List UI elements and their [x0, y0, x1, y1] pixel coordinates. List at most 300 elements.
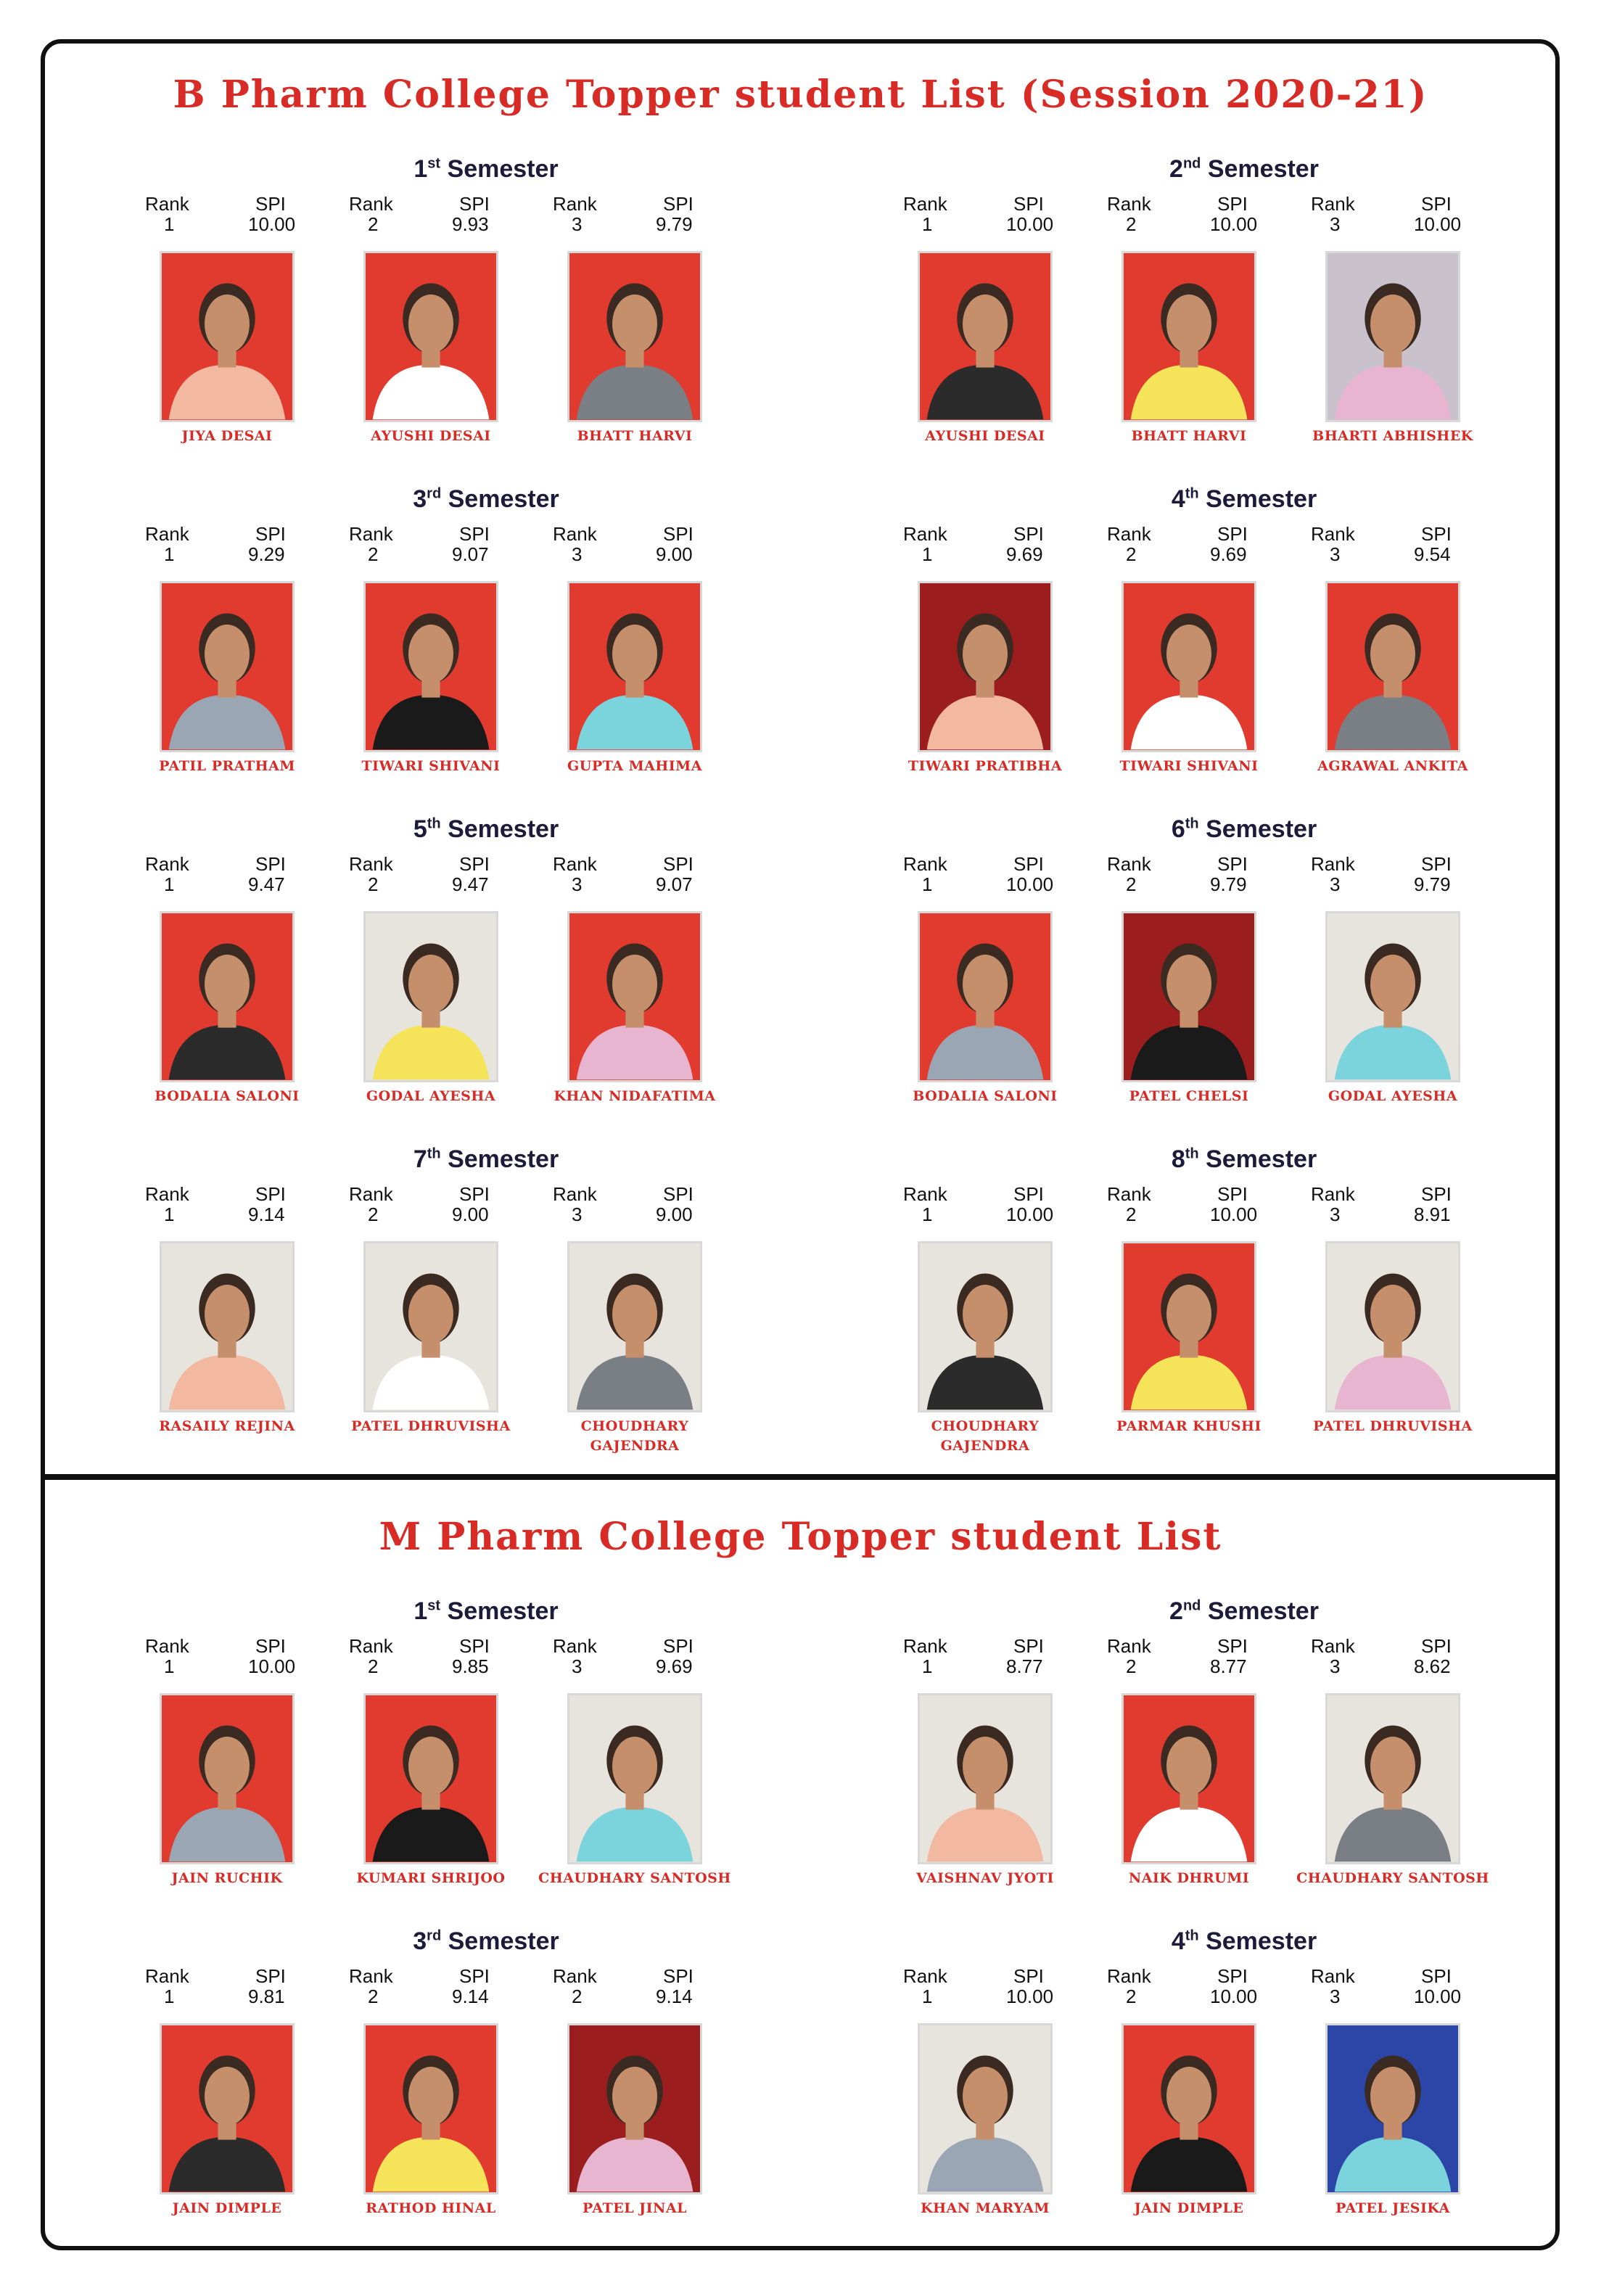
- semester-number: 4: [1171, 485, 1185, 513]
- rank-label: Rank: [349, 193, 393, 215]
- rank-value: 1: [922, 1655, 933, 1677]
- student-card: [553, 1183, 741, 1454]
- student-name: PATIL PRATHAM: [159, 758, 295, 774]
- spi-value: 9.00: [452, 1203, 489, 1225]
- rank-value: 3: [572, 1203, 583, 1225]
- rank-label: Rank: [553, 1635, 597, 1657]
- student-photo: [363, 251, 498, 422]
- student-name: CHAUDHARY SANTOSH: [538, 1870, 731, 1886]
- student-name: PATEL JINAL: [582, 2200, 688, 2216]
- student-name: TIWARI SHIVANI: [361, 758, 501, 774]
- spi-value: 9.07: [656, 873, 693, 895]
- spi-value: 10.00: [1210, 1203, 1258, 1225]
- rank-label: Rank: [1107, 523, 1151, 545]
- student-card: [349, 193, 538, 444]
- student-card: [1311, 193, 1499, 444]
- semester-number: 3: [413, 485, 427, 513]
- spi-value: 9.00: [656, 543, 693, 565]
- rank-value: 3: [1330, 1203, 1341, 1225]
- student-name: BODALIA SALONI: [155, 1088, 300, 1104]
- spi-value: 9.14: [452, 1986, 489, 2007]
- spi-value: 10.00: [1006, 213, 1054, 235]
- student-photo: [918, 911, 1053, 1082]
- semester-suffix: th: [427, 815, 441, 832]
- rank-spi-header: [553, 523, 741, 564]
- spi-label: SPI: [663, 1183, 694, 1205]
- spi-value: 10.00: [1414, 213, 1462, 235]
- student-photo: [567, 1693, 702, 1864]
- spi-value: 10.00: [1210, 213, 1258, 235]
- semester-heading: [903, 1145, 1585, 1174]
- student-photo: [1325, 2023, 1460, 2194]
- rank-label: Rank: [1107, 853, 1151, 875]
- student-name: AGRAWAL ANKITA: [1317, 758, 1468, 774]
- semester-label: Semester: [447, 155, 559, 183]
- rank-spi-header: [349, 1965, 538, 2006]
- student-card: [553, 523, 741, 774]
- rank-value: 3: [1330, 543, 1341, 565]
- student-photo: [160, 1693, 295, 1864]
- semester-number: 2: [1169, 1597, 1183, 1625]
- spi-label: SPI: [255, 193, 286, 215]
- rank-label: Rank: [1311, 1965, 1355, 1987]
- rank-label: Rank: [349, 523, 393, 545]
- rank-label: Rank: [553, 193, 597, 215]
- rank-value: 2: [1126, 1986, 1137, 2007]
- spi-label: SPI: [1013, 1965, 1044, 1987]
- student-photo: [1121, 1241, 1256, 1412]
- bpharm-title: B Pharm College Topper student List (Session 2020-21): [173, 73, 1428, 117]
- rank-spi-header: [553, 193, 741, 234]
- rank-value: 2: [368, 213, 379, 235]
- rank-label: Rank: [903, 193, 947, 215]
- semester-heading: [903, 815, 1585, 844]
- rank-value: 2: [368, 543, 379, 565]
- student-photo: [363, 581, 498, 752]
- student-photo: [918, 251, 1053, 422]
- rank-value: 3: [1330, 1986, 1341, 2007]
- semester-number: 3: [413, 1927, 427, 1955]
- rank-label: Rank: [553, 853, 597, 875]
- spi-label: SPI: [1013, 193, 1044, 215]
- student-name: KHAN MARYAM: [921, 2200, 1050, 2216]
- rank-label: Rank: [1311, 523, 1355, 545]
- semester-number: 5: [413, 815, 427, 843]
- semester-label: Semester: [447, 1597, 559, 1625]
- student-card: [1107, 523, 1296, 774]
- student-name: CHOUDHARY GAJENDRA: [580, 1418, 689, 1454]
- student-photo: [918, 581, 1053, 752]
- spi-label: SPI: [663, 193, 694, 215]
- spi-label: SPI: [1217, 523, 1248, 545]
- student-photo: [567, 2023, 702, 2194]
- student-card: [903, 193, 1092, 444]
- semester-number: 4: [1171, 1927, 1185, 1955]
- rank-label: Rank: [1107, 1635, 1151, 1657]
- rank-value: 2: [1126, 1203, 1137, 1225]
- rank-label: Rank: [1107, 1183, 1151, 1205]
- spi-label: SPI: [1217, 1965, 1248, 1987]
- rank-label: Rank: [903, 1183, 947, 1205]
- student-card: [1107, 853, 1296, 1104]
- semester-label: Semester: [448, 1927, 559, 1955]
- rank-value: 1: [922, 873, 933, 895]
- student-card: [1311, 1183, 1499, 1434]
- rank-label: Rank: [145, 1183, 189, 1205]
- spi-label: SPI: [459, 193, 490, 215]
- student-photo: [918, 1241, 1053, 1412]
- rank-spi-header: [1311, 853, 1499, 894]
- semester-number: 2: [1169, 155, 1183, 183]
- rank-label: Rank: [553, 1183, 597, 1205]
- student-photo: [363, 2023, 498, 2194]
- rank-spi-header: [1107, 523, 1296, 564]
- spi-value: 10.00: [1006, 1986, 1054, 2007]
- student-card: [553, 1965, 741, 2216]
- spi-value: 10.00: [248, 1655, 296, 1677]
- spi-label: SPI: [663, 1965, 694, 1987]
- spi-label: SPI: [1421, 523, 1452, 545]
- semester-number: 8: [1171, 1145, 1185, 1173]
- student-card: [145, 1965, 334, 2216]
- student-name: PARMAR KHUSHI: [1116, 1418, 1262, 1434]
- student-card: [1107, 1965, 1296, 2216]
- semester-suffix: st: [427, 155, 441, 172]
- mpharm-title: M Pharm College Topper student List: [379, 1515, 1222, 1559]
- rank-spi-header: [349, 1635, 538, 1676]
- spi-value: 9.14: [656, 1986, 693, 2007]
- student-name: BODALIA SALONI: [913, 1088, 1058, 1104]
- rank-spi-header: [903, 1965, 1092, 2006]
- rank-label: Rank: [1311, 1183, 1355, 1205]
- rank-spi-header: [145, 523, 334, 564]
- student-card: [349, 1635, 538, 1886]
- semester-label: Semester: [1206, 1927, 1317, 1955]
- student-name: GUPTA MAHIMA: [567, 758, 702, 774]
- rank-spi-header: [1107, 1635, 1296, 1676]
- rank-value: 2: [368, 1986, 379, 2007]
- rank-spi-header: [145, 1965, 334, 2006]
- student-photo: [918, 1693, 1053, 1864]
- rank-label: Rank: [349, 1965, 393, 1987]
- spi-label: SPI: [255, 523, 286, 545]
- student-photo: [1325, 1241, 1460, 1412]
- rank-value: 1: [922, 1203, 933, 1225]
- student-photo: [567, 251, 702, 422]
- spi-value: 9.81: [248, 1986, 285, 2007]
- rank-spi-header: [1107, 1183, 1296, 1224]
- rank-spi-header: [349, 523, 538, 564]
- rank-value: 1: [164, 873, 175, 895]
- student-photo: [363, 1693, 498, 1864]
- rank-value: 3: [572, 1655, 583, 1677]
- student-card: [1296, 1635, 1499, 1886]
- rank-label: Rank: [1311, 1635, 1355, 1657]
- spi-label: SPI: [459, 1635, 490, 1657]
- rank-spi-header: [553, 1635, 741, 1676]
- spi-label: SPI: [459, 523, 490, 545]
- spi-label: SPI: [255, 1965, 286, 1987]
- student-name: VAISHNAV JYOTI: [916, 1870, 1054, 1886]
- spi-value: 10.00: [1210, 1986, 1258, 2007]
- spi-value: 10.00: [1006, 1203, 1054, 1225]
- spi-label: SPI: [459, 853, 490, 875]
- student-card: [1311, 1965, 1499, 2216]
- spi-label: SPI: [1421, 1635, 1452, 1657]
- spi-value: 8.91: [1414, 1203, 1451, 1225]
- student-photo: [1121, 1693, 1256, 1864]
- spi-value: 8.77: [1210, 1655, 1247, 1677]
- rank-label: Rank: [903, 1635, 947, 1657]
- rank-value: 1: [164, 213, 175, 235]
- spi-label: SPI: [663, 853, 694, 875]
- student-name: PATEL CHELSI: [1129, 1088, 1249, 1104]
- rank-spi-header: [1311, 193, 1499, 234]
- student-photo: [160, 581, 295, 752]
- spi-label: SPI: [1217, 193, 1248, 215]
- student-photo: [363, 1241, 498, 1412]
- student-name: JAIN RUCHIK: [171, 1870, 283, 1886]
- spi-label: SPI: [1217, 853, 1248, 875]
- semester-label: Semester: [1206, 815, 1317, 843]
- student-card: [903, 853, 1092, 1104]
- semester-label: Semester: [1207, 1597, 1319, 1625]
- semester-number: 1: [413, 155, 428, 183]
- student-name: KHAN NIDAFATIMA: [553, 1088, 716, 1104]
- student-card: [1311, 853, 1499, 1104]
- spi-label: SPI: [1421, 1183, 1452, 1205]
- student-photo: [160, 2023, 295, 2194]
- student-card: [145, 853, 334, 1104]
- student-photo: [1121, 581, 1256, 752]
- student-name: JIYA DESAI: [181, 428, 273, 444]
- student-card: [145, 193, 334, 444]
- rank-label: Rank: [145, 853, 189, 875]
- spi-label: SPI: [1013, 523, 1044, 545]
- spi-value: 10.00: [1414, 1986, 1462, 2007]
- student-photo: [363, 911, 498, 1082]
- rank-spi-header: [1311, 523, 1499, 564]
- student-name: GODAL AYESHA: [366, 1088, 496, 1104]
- student-photo: [1325, 911, 1460, 1082]
- spi-label: SPI: [1421, 193, 1452, 215]
- spi-value: 10.00: [248, 213, 296, 235]
- student-card: [1107, 1183, 1296, 1434]
- rank-value: 1: [164, 1986, 175, 2007]
- rank-spi-header: [145, 1635, 334, 1676]
- semester-heading: [145, 1597, 827, 1626]
- semester-label: Semester: [448, 815, 559, 843]
- rank-spi-header: [1311, 1183, 1499, 1224]
- rank-value: 1: [164, 1203, 175, 1225]
- semester-suffix: th: [1185, 1145, 1199, 1162]
- student-photo: [160, 911, 295, 1082]
- spi-label: SPI: [1421, 1965, 1452, 1987]
- semester-suffix: nd: [1182, 155, 1201, 172]
- rank-label: Rank: [349, 853, 393, 875]
- spi-label: SPI: [1421, 853, 1452, 875]
- student-card: [1107, 193, 1296, 444]
- student-card: [349, 523, 538, 774]
- spi-value: 9.29: [248, 543, 285, 565]
- spi-value: 9.47: [452, 873, 489, 895]
- student-card: [538, 1635, 741, 1886]
- semester-heading: [903, 155, 1585, 184]
- rank-label: Rank: [903, 853, 947, 875]
- rank-value: 1: [922, 1986, 933, 2007]
- student-name: GODAL AYESHA: [1328, 1088, 1458, 1104]
- rank-value: 2: [1126, 873, 1137, 895]
- rank-spi-header: [1107, 1965, 1296, 2006]
- spi-value: 8.77: [1006, 1655, 1043, 1677]
- spi-label: SPI: [255, 853, 286, 875]
- semester-suffix: rd: [427, 1927, 442, 1944]
- spi-value: 9.79: [1210, 873, 1247, 895]
- spi-value: 9.47: [248, 873, 285, 895]
- student-name: TIWARI PRATIBHA: [907, 758, 1063, 774]
- rank-spi-header: [1107, 193, 1296, 234]
- spi-value: 9.07: [452, 543, 489, 565]
- spi-value: 9.54: [1414, 543, 1451, 565]
- semester-suffix: st: [427, 1597, 441, 1614]
- student-card: [145, 1635, 334, 1886]
- rank-value: 1: [922, 213, 933, 235]
- student-name: NAIK DHRUMI: [1128, 1870, 1250, 1886]
- student-name: PATEL DHRUVISHA: [351, 1418, 511, 1434]
- rank-value: 3: [572, 543, 583, 565]
- rank-label: Rank: [145, 193, 189, 215]
- student-photo: [918, 2023, 1053, 2194]
- student-card: [145, 523, 334, 774]
- semester-heading: [903, 1927, 1585, 1956]
- rank-value: 2: [368, 1203, 379, 1225]
- spi-label: SPI: [663, 523, 694, 545]
- rank-label: Rank: [349, 1635, 393, 1657]
- spi-value: 8.62: [1414, 1655, 1451, 1677]
- spi-label: SPI: [459, 1965, 490, 1987]
- rank-value: 2: [572, 1986, 583, 2007]
- spi-value: 9.79: [656, 213, 693, 235]
- rank-label: Rank: [553, 1965, 597, 1987]
- student-photo: [160, 1241, 295, 1412]
- semester-label: Semester: [1206, 1145, 1317, 1173]
- student-name: RASAILY REJINA: [159, 1418, 295, 1434]
- semester-number: 6: [1171, 815, 1185, 843]
- rank-value: 3: [1330, 1655, 1341, 1677]
- rank-spi-header: [1311, 1965, 1499, 2006]
- rank-value: 3: [1330, 213, 1341, 235]
- rank-value: 3: [572, 213, 583, 235]
- student-name: BHARTI ABHISHEK: [1312, 428, 1473, 444]
- rank-spi-header: [553, 1965, 741, 2006]
- spi-label: SPI: [663, 1635, 694, 1657]
- rank-spi-header: [145, 853, 334, 894]
- student-name: AYUSHI DESAI: [371, 428, 491, 444]
- rank-spi-header: [903, 1635, 1092, 1676]
- rank-spi-header: [903, 853, 1092, 894]
- spi-value: 9.00: [656, 1203, 693, 1225]
- rank-label: Rank: [1107, 193, 1151, 215]
- student-name: JAIN DIMPLE: [1134, 2200, 1244, 2216]
- spi-value: 9.85: [452, 1655, 489, 1677]
- rank-label: Rank: [1107, 1965, 1151, 1987]
- rank-label: Rank: [553, 523, 597, 545]
- student-card: [903, 1183, 1092, 1454]
- rank-value: 2: [368, 1655, 379, 1677]
- semester-heading: [145, 155, 827, 184]
- student-name: CHAUDHARY SANTOSH: [1296, 1870, 1489, 1886]
- rank-value: 3: [1330, 873, 1341, 895]
- student-photo: [1325, 251, 1460, 422]
- student-card: [903, 523, 1092, 774]
- rank-label: Rank: [145, 523, 189, 545]
- student-name: AYUSHI DESAI: [925, 428, 1045, 444]
- spi-value: 9.69: [1006, 543, 1043, 565]
- semester-heading: [903, 485, 1585, 514]
- rank-label: Rank: [349, 1183, 393, 1205]
- rank-value: 1: [164, 543, 175, 565]
- semester-label: Semester: [1206, 485, 1317, 513]
- spi-label: SPI: [459, 1183, 490, 1205]
- student-photo: [160, 251, 295, 422]
- semester-suffix: th: [1185, 1927, 1199, 1944]
- spi-value: 9.14: [248, 1203, 285, 1225]
- student-card: [145, 1183, 334, 1434]
- spi-value: 9.69: [656, 1655, 693, 1677]
- spi-label: SPI: [1013, 853, 1044, 875]
- rank-spi-header: [903, 193, 1092, 234]
- spi-label: SPI: [1013, 1635, 1044, 1657]
- rank-value: 2: [1126, 1655, 1137, 1677]
- semester-number: 7: [413, 1145, 427, 1173]
- rank-spi-header: [553, 1183, 741, 1224]
- spi-label: SPI: [1217, 1635, 1248, 1657]
- rank-label: Rank: [145, 1965, 189, 1987]
- student-name: PATEL DHRUVISHA: [1313, 1418, 1473, 1434]
- student-card: [903, 1965, 1092, 2216]
- semester-label: Semester: [448, 485, 559, 513]
- rank-spi-header: [349, 193, 538, 234]
- rank-value: 2: [1126, 543, 1137, 565]
- rank-value: 3: [572, 873, 583, 895]
- student-card: [349, 1965, 538, 2216]
- spi-value: 9.93: [452, 213, 489, 235]
- student-card: [349, 1183, 538, 1434]
- rank-spi-header: [553, 853, 741, 894]
- student-photo: [1121, 2023, 1256, 2194]
- rank-spi-header: [145, 1183, 334, 1224]
- semester-heading: [145, 1145, 827, 1174]
- rank-spi-header: [145, 193, 334, 234]
- spi-value: 9.79: [1414, 873, 1451, 895]
- spi-value: 10.00: [1006, 873, 1054, 895]
- rank-value: 2: [1126, 213, 1137, 235]
- student-name: RATHOD HINAL: [366, 2200, 496, 2216]
- semester-heading: [145, 1927, 827, 1956]
- student-photo: [567, 581, 702, 752]
- semester-heading: [903, 1597, 1585, 1626]
- rank-value: 2: [368, 873, 379, 895]
- student-photo: [567, 1241, 702, 1412]
- student-name: BHATT HARVI: [577, 428, 693, 444]
- student-name: BHATT HARVI: [1131, 428, 1247, 444]
- student-photo: [1121, 911, 1256, 1082]
- rank-value: 1: [922, 543, 933, 565]
- student-card: [553, 193, 741, 444]
- rank-spi-header: [903, 1183, 1092, 1224]
- rank-spi-header: [349, 853, 538, 894]
- semester-suffix: th: [427, 1145, 441, 1162]
